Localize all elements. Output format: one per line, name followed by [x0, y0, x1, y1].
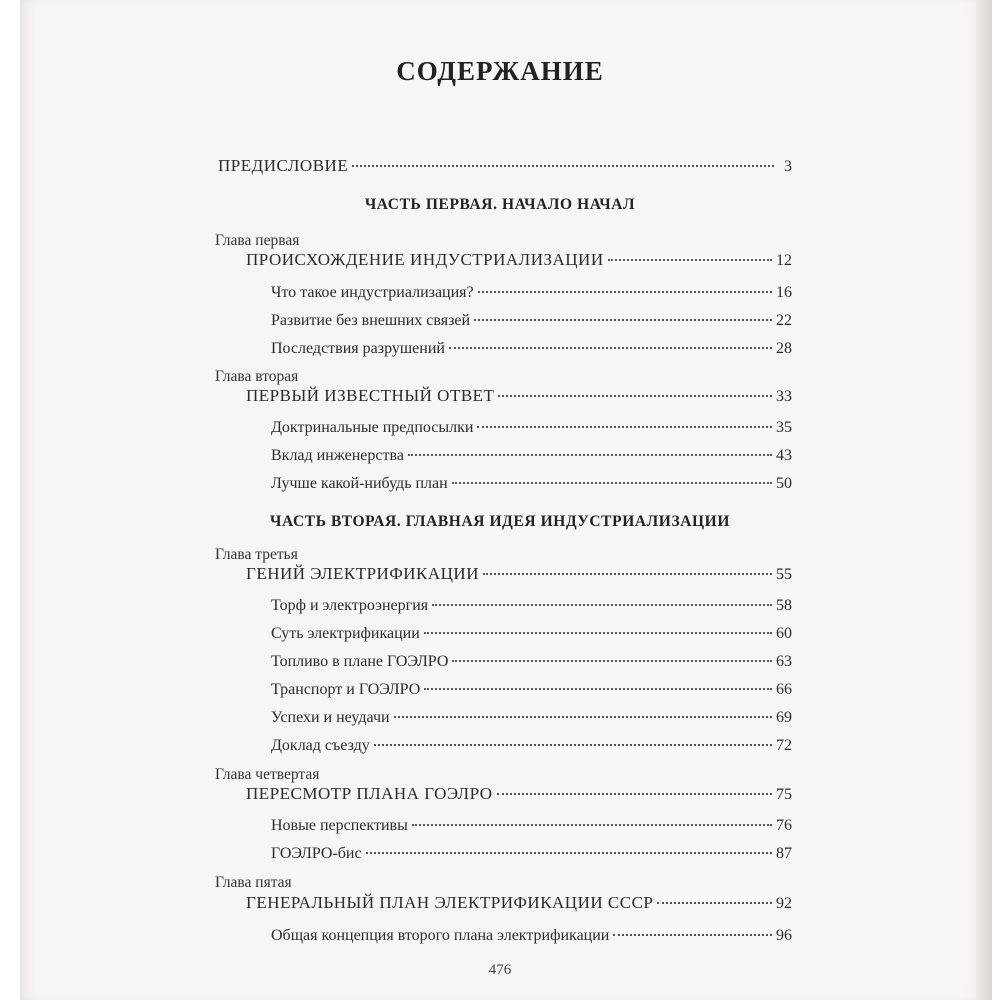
- toc-entry-title: Развитие без внешних связей: [271, 312, 471, 329]
- chapter-label: Глава первая: [215, 232, 300, 249]
- chapter-label: Глава вторая: [215, 368, 299, 385]
- leader-dots: [613, 934, 772, 936]
- toc-entry-title: Суть электрификации: [271, 625, 420, 642]
- toc-entry-title: Транспорт и ГОЭЛРО: [271, 681, 421, 698]
- toc-entry-section: [271, 708, 792, 728]
- toc-entry-title: Новые перспективы: [271, 817, 408, 834]
- toc-entry-section: [271, 926, 792, 946]
- leader-dots: [432, 604, 772, 606]
- toc-entry-page: 96: [776, 927, 792, 944]
- toc-entry-title: ПРЕДИСЛОВИЕ: [218, 156, 349, 175]
- toc-entry-page: 12: [776, 252, 792, 269]
- leader-dots: [374, 744, 772, 746]
- leader-dots: [449, 347, 772, 349]
- toc-entry-section: [271, 418, 792, 438]
- leader-dots: [408, 454, 772, 456]
- toc-entry-section: [271, 339, 792, 359]
- leader-dots: [424, 688, 772, 690]
- toc-entry-section: [271, 652, 792, 672]
- toc-entry-page: 75: [776, 786, 792, 803]
- toc-entry-title: Вклад инженерства: [271, 447, 404, 464]
- toc-entry-section: [271, 311, 792, 331]
- toc-entry-page: 33: [776, 388, 792, 405]
- toc-entry-page: 16: [776, 284, 792, 301]
- part-heading: ЧАСТЬ ПЕРВАЯ. НАЧАЛО НАЧАЛ: [364, 196, 636, 213]
- leader-dots: [477, 426, 772, 428]
- toc-entry-section: [271, 736, 792, 756]
- toc-entry-title: ГОЭЛРО-бис: [271, 845, 362, 862]
- toc-entry-title: Последствия разрушений: [271, 340, 445, 357]
- toc-entry-title: Доклад съезду: [271, 737, 370, 754]
- toc-entry-page: 66: [776, 681, 792, 698]
- toc-entry-page: 28: [776, 340, 792, 357]
- leader-dots: [394, 716, 772, 718]
- toc-entry-section: [271, 446, 792, 466]
- toc-entry-section: [271, 680, 792, 700]
- leader-dots: [497, 793, 772, 795]
- toc-entry-page: 55: [776, 566, 792, 583]
- toc-entry-page: 63: [776, 653, 792, 670]
- toc-entry-title: Торф и электроэнергия: [271, 597, 429, 614]
- leader-dots: [412, 824, 772, 826]
- toc-entry-title: Что такое индустриализация?: [271, 284, 474, 301]
- toc-entry-title: Доктринальные предпосылки: [271, 419, 474, 436]
- leader-dots: [452, 482, 772, 484]
- leader-dots: [498, 395, 772, 397]
- leader-dots: [608, 259, 772, 261]
- toc-entry-chapter: [246, 250, 792, 271]
- toc-entry-chapter: [246, 386, 792, 407]
- toc-entry-section: [271, 596, 792, 616]
- toc-entry-section: [271, 844, 792, 864]
- toc-entry-title: ПЕРЕСМОТР ПЛАНА ГОЭЛРО: [246, 784, 493, 803]
- toc-entry-title: ГЕНЕРАЛЬНЫЙ ПЛАН ЭЛЕКТРИФИКАЦИИ СССР: [246, 893, 654, 912]
- toc-entry-section: [271, 624, 792, 644]
- toc-entry-page: 72: [776, 737, 792, 754]
- toc-entry-page: 50: [776, 475, 792, 492]
- toc-entry-title: ГЕНИЙ ЭЛЕКТРИФИКАЦИИ: [246, 564, 479, 583]
- toc-entry-chapter: [246, 564, 792, 585]
- leader-dots: [657, 902, 772, 904]
- chapter-label: Глава четвертая: [215, 766, 320, 783]
- toc-entry-page: 92: [776, 895, 792, 912]
- toc-entry-title: Успехи и неудачи: [271, 709, 390, 726]
- toc-entry-page: 22: [776, 312, 792, 329]
- leader-dots: [352, 165, 774, 167]
- page-edge-shadow: [976, 0, 992, 1000]
- toc-entry-section: [271, 474, 792, 494]
- toc-entry-title: Топливо в плане ГОЭЛРО: [271, 653, 449, 670]
- leader-dots: [424, 632, 772, 634]
- page-number: 476: [488, 962, 512, 978]
- toc-entry-preface: [218, 156, 792, 177]
- toc-entry-page: 43: [776, 447, 792, 464]
- leader-dots: [366, 852, 772, 854]
- page-title: СОДЕРЖАНИЕ: [396, 56, 604, 86]
- leader-dots: [483, 573, 772, 575]
- toc-entry-page: 69: [776, 709, 792, 726]
- toc-entry-page: 3: [784, 158, 792, 175]
- toc-entry-page: 76: [776, 817, 792, 834]
- toc-entry-title: ПЕРВЫЙ ИЗВЕСТНЫЙ ОТВЕТ: [246, 386, 495, 405]
- toc-entry-title: ПРОИСХОЖДЕНИЕ ИНДУСТРИАЛИЗАЦИИ: [246, 250, 604, 269]
- leader-dots: [474, 319, 772, 321]
- part-heading: ЧАСТЬ ВТОРАЯ. ГЛАВНАЯ ИДЕЯ ИНДУСТРИАЛИЗАЦИИ: [270, 513, 730, 530]
- toc-entry-title: Лучше какой-нибудь план: [271, 475, 448, 492]
- toc-entry-chapter: [246, 784, 792, 805]
- toc-entry-page: 58: [776, 597, 792, 614]
- toc-entry-title: Общая концепция второго плана электрификации: [271, 927, 610, 944]
- toc-entry-section: [271, 816, 792, 836]
- chapter-label: Глава третья: [215, 546, 298, 563]
- leader-dots: [452, 660, 772, 662]
- toc-entry-page: 60: [776, 625, 792, 642]
- toc-entry-section: [271, 283, 792, 303]
- chapter-label: Глава пятая: [215, 874, 292, 891]
- toc-entry-chapter: [246, 893, 792, 914]
- toc-entry-page: 87: [776, 845, 792, 862]
- toc-entry-page: 35: [776, 419, 792, 436]
- leader-dots: [478, 291, 772, 293]
